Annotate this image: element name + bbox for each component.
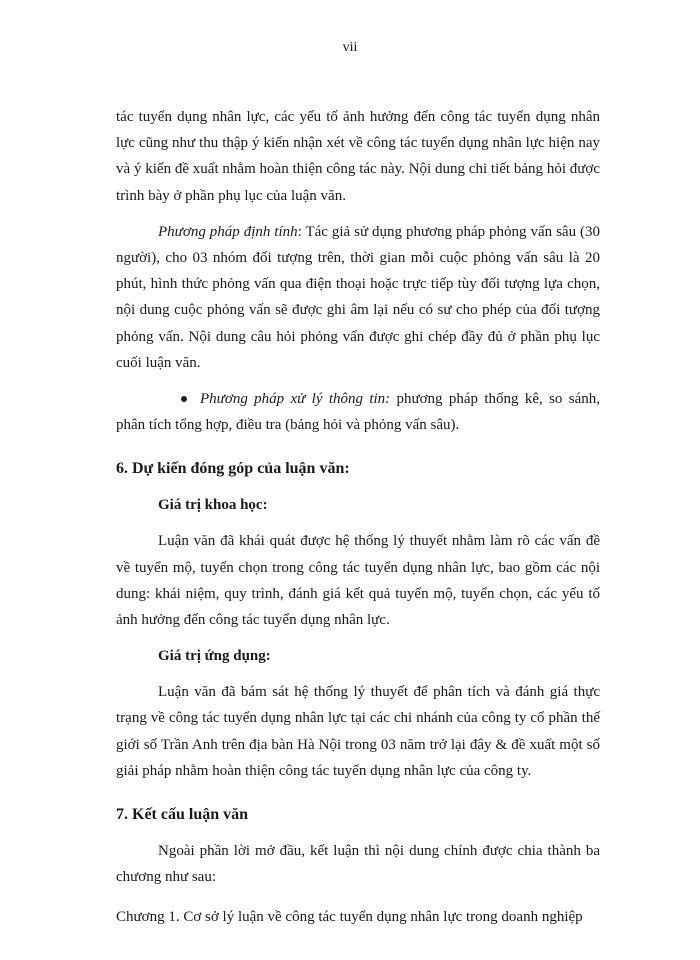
chapter-1-line: Chương 1. Cơ sở lý luận về công tác tuyển dụng nhân lực trong doanh nghiệp — [116, 909, 583, 926]
paragraph-applied-value: Luận văn đã bám sát hệ thống lý thuyết để phân tích và đánh giá thực trạng về công tác tuyển dụng nhân lực tại các chi nhánh của công ty cổ phần thế giới số Trần Anh trên địa bàn Hà Nội trong 03 năm trở lại đây & đề xuất một số giải pháp nhằm hoàn thiện công tác tuyển dụng nhân lực của công ty. — [116, 684, 600, 779]
qualitative-method-label: Phương pháp định tính — [158, 223, 298, 240]
bullet-icon — [181, 396, 187, 402]
subheading-applied-value: Giá trị ứng dụng: — [158, 648, 271, 665]
section-heading-contribution: 6. Dự kiến đóng góp của luận văn: — [116, 460, 350, 478]
page-content — [116, 104, 600, 931]
qualitative-method-text: : Tác giả sử dụng phương pháp phỏng vấn sâu (30 người), cho 03 nhóm đối tượng trên, thời gian mỗi cuộc phỏng vấn sâu là 20 phút, hình thức phỏng vấn qua điện thoại hoặc trực tiếp tùy đối tượng lựa chọn, nội dung cuộc phỏng vấn sẽ được ghi âm lại nếu có sư cho phép của đối tượng phỏng vấn. Nội dung câu hỏi phỏng vấn được ghi chép đầy đủ ở phần phụ lục cuối luận văn. — [116, 223, 600, 371]
section-heading-structure: 7. Kết cấu luận văn — [116, 806, 249, 824]
paragraph-survey-continuation: tác tuyển dụng nhân lực, các yếu tố ảnh hưởng đến công tác tuyển dụng nhân lực cũng như thu thập ý kiến nhận xét về công tác tuyển dụng nhân lực hiện nay và ý kiến đề xuất nhằm hoàn thiện công tác này. Nội dung chi tiết bảng hỏi được trình bày ở phần phụ lục của luận văn. — [116, 109, 600, 204]
subheading-scientific-value: Giá trị khoa học: — [158, 497, 268, 514]
processing-method-text: phương pháp thống kê, so sánh, phân tích tổng hợp, điều tra (bảng hỏi và phỏng vấn sâu). — [116, 391, 600, 434]
paragraph-qualitative-method — [116, 219, 600, 376]
bullet-processing-method — [116, 386, 600, 438]
page-number: vii — [342, 40, 358, 55]
processing-method-label: Phương pháp xử lý thông tin: — [200, 391, 391, 408]
paragraph-scientific-value: Luận văn đã khái quát được hệ thống lý thuyết nhằm làm rõ các vấn đề về tuyển mộ, tuyển chọn trong công tác tuyển dụng nhân lực, bao gồm các nội dung: khái niệm, quy trình, đánh giá kết quả tuyển mộ, tuyển chọn, các yếu tố ảnh hưởng đến công tác tuyển dụng nhân lực. — [116, 533, 600, 629]
paragraph-structure-intro: Ngoài phần lời mở đầu, kết luận thì nội dung chính được chia thành ba chương như sau: — [116, 843, 600, 886]
